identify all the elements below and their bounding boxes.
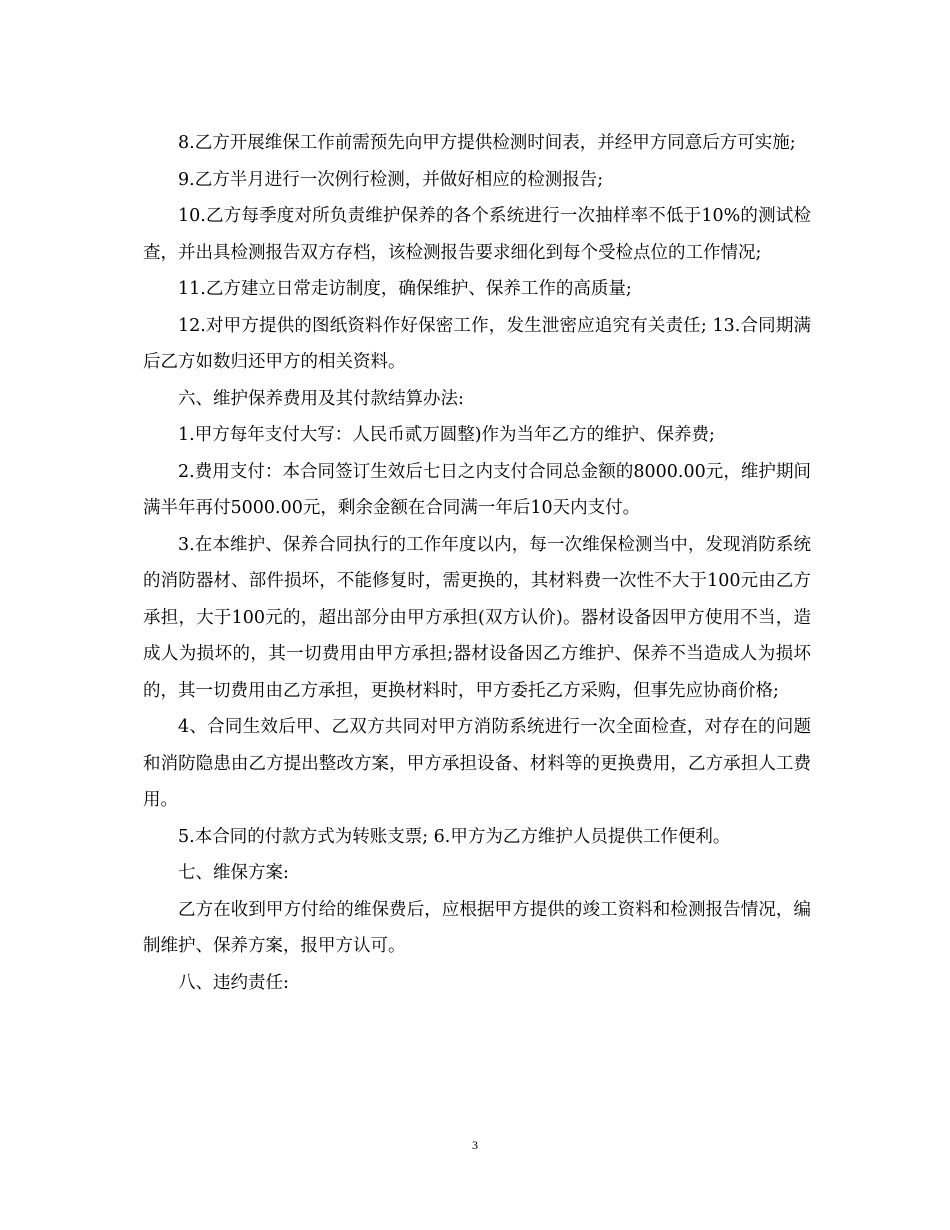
section-heading-6: 六、维护保养费用及其付款结算办法: [178, 388, 464, 409]
paragraph-item-10: 10.乙方每季度对所负责维护保养的各个系统进行一次抽样率不低于10%的测试检查，并出具检测报告双方存档，该检测报告要求细化到每个受检点位的工作情况; [143, 206, 811, 263]
paragraph-item-12-13: 12.对甲方提供的图纸资料作好保密工作，发生泄密应追究有关责任; 13.合同期满后乙方如数归还甲方的相关资料。 [143, 315, 811, 372]
paragraph-item-9: 9.乙方半月进行一次例行检测，并做好相应的检测报告; [178, 169, 604, 190]
section-heading-7: 七、维保方案: [178, 863, 289, 883]
page-number: 3 [472, 1138, 478, 1152]
paragraph-fee-1: 1.甲方每年支付大写：人民币贰万圆整)作为当年乙方的维护、保养费; [178, 425, 715, 445]
section-heading-8: 八、违约责任: [178, 972, 289, 993]
document-body [143, 125, 811, 1001]
paragraph-item-11: 11.乙方建立日常走访制度，确保维护、保养工作的高质量; [178, 279, 632, 299]
paragraph-fee-3: 3.在本维护、保养合同执行的工作年度以内，每一次维保检测当中，发现消防系统的消防器材、部件损坏，不能修复时，需更换的，其材料费一次性不大于100元由乙方承担，大于100元的，超出部分由甲方承担(双方认价)。器材设备因甲方使用不当，造成人为损坏的，其一切费用由甲方承担;器材设备因乙方维护、保养不当造成人为损坏的，其一切费用由乙方承担，更换材料时，甲方委托乙方采购，但事先应协商价格; [143, 534, 811, 701]
paragraph-fee-2: 2.费用支付：本合同签订生效后七日之内支付合同总金额的8000.00元，维护期间满半年再付5000.00元，剩余金额在合同满一年后10天内支付。 [143, 461, 811, 518]
paragraph-fee-5-6: 5.本合同的付款方式为转账支票; 6.甲方为乙方维护人员提供工作便利。 [178, 826, 731, 847]
paragraph-item-8: 8.乙方开展维保工作前需预先向甲方提供检测时间表，并经甲方同意后方可实施; [178, 133, 796, 153]
paragraph-fee-4: 4、合同生效后甲、乙双方共同对甲方消防系统进行一次全面检查，对存在的问题和消防隐患由乙方提出整改方案，甲方承担设备、材料等的更换费用，乙方承担人工费用。 [143, 717, 811, 810]
paragraph-maintenance-plan: 乙方在收到甲方付给的维保费后，应根据甲方提供的竣工资料和检测报告情况，编制维护、保养方案，报甲方认可。 [143, 899, 811, 956]
